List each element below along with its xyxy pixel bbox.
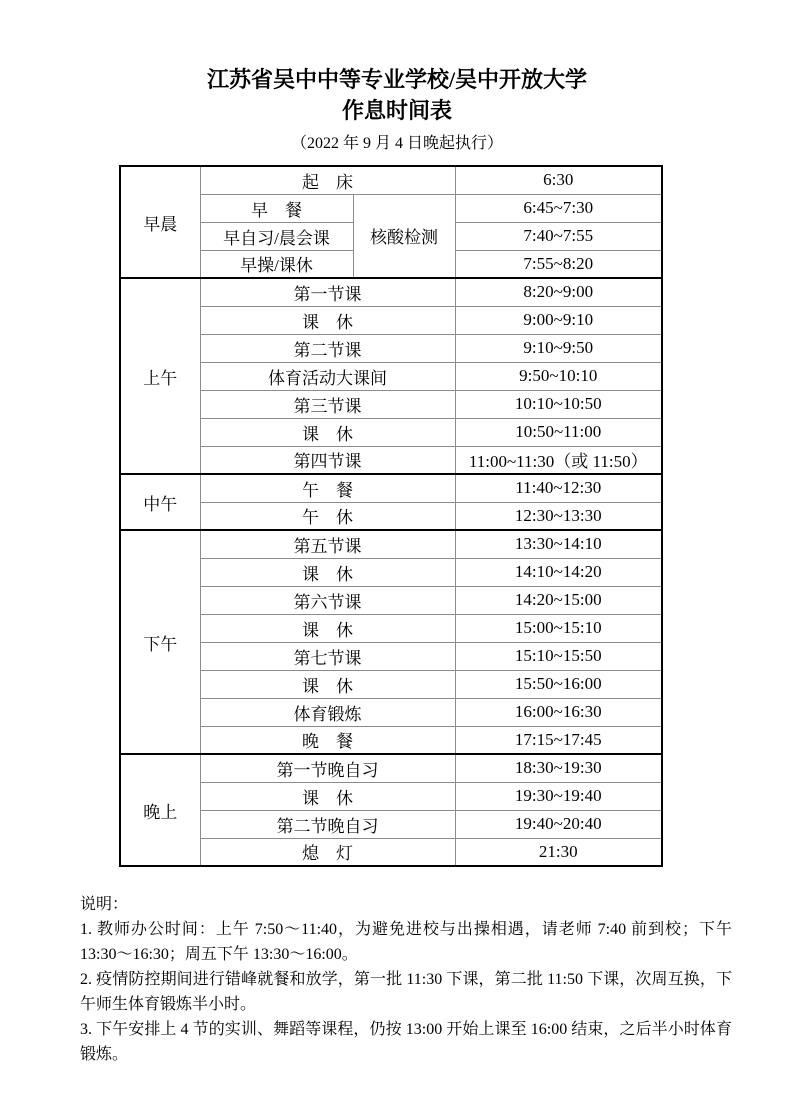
schedule-row [120, 166, 662, 194]
doc-title: 作息时间表 [341, 98, 452, 123]
side-note-cell: 核酸检测 [353, 194, 455, 278]
activity-cell: 第四节课 [200, 446, 455, 474]
period-cell: 上午 [120, 278, 200, 474]
time-cell: 9:00~9:10 [455, 306, 662, 334]
effective-date-note: （2022 年 9 月 4 日晚起执行） [290, 135, 503, 152]
schedule-row [120, 670, 662, 698]
note-item-3: 3. 下午安排上 4 节的实训、舞蹈等课程，仍按 13:00 开始上课至 16:00 结束，之后半小时体育锻炼。 [80, 1021, 732, 1063]
activity-cell: 第六节课 [200, 586, 455, 614]
time-cell: 7:55~8:20 [455, 250, 662, 278]
period-cell: 下午 [120, 530, 200, 754]
activity-cell: 课 休 [200, 306, 455, 334]
time-cell: 15:50~16:00 [455, 670, 662, 698]
schedule-row [120, 502, 662, 530]
schedule-row [120, 810, 662, 838]
time-cell: 13:30~14:10 [455, 530, 662, 558]
schedule-table [119, 165, 663, 867]
activity-cell: 午 休 [200, 502, 455, 530]
time-cell: 14:10~14:20 [455, 558, 662, 586]
time-cell: 21:30 [455, 838, 662, 866]
activity-cell: 熄 灯 [200, 838, 455, 866]
schedule-row [120, 278, 662, 306]
schedule-row [120, 698, 662, 726]
time-cell: 19:30~19:40 [455, 782, 662, 810]
schedule-row [120, 446, 662, 474]
schedule-row [120, 726, 662, 754]
time-cell: 14:20~15:00 [455, 586, 662, 614]
time-cell: 9:10~9:50 [455, 334, 662, 362]
activity-cell: 课 休 [200, 614, 455, 642]
time-cell: 12:30~13:30 [455, 502, 662, 530]
schedule-row [120, 754, 662, 782]
time-cell: 8:20~9:00 [455, 278, 662, 306]
schedule-row [120, 642, 662, 670]
activity-cell: 体育活动大课间 [200, 362, 455, 390]
school-title: 江苏省吴中中等专业学校/吴中开放大学 [206, 67, 588, 92]
note-item-2: 2. 疫情防控期间进行错峰就餐和放学，第一批 11:30 下课，第二批 11:50 下课，次周互换，下午师生体育锻炼半小时。 [80, 971, 732, 1013]
activity-cell: 早 餐 [200, 194, 353, 222]
time-cell: 7:40~7:55 [455, 222, 662, 250]
schedule-row [120, 586, 662, 614]
time-cell: 11:00~11:30（或 11:50） [455, 446, 662, 474]
activity-cell: 第二节课 [200, 334, 455, 362]
time-cell: 15:00~15:10 [455, 614, 662, 642]
schedule-row [120, 306, 662, 334]
document-header [0, 0, 794, 154]
activity-cell: 起 床 [200, 166, 455, 194]
schedule-row [120, 418, 662, 446]
schedule-row [120, 614, 662, 642]
schedule-row [120, 334, 662, 362]
time-cell: 6:30 [455, 166, 662, 194]
time-cell: 10:10~10:50 [455, 390, 662, 418]
activity-cell: 课 休 [200, 418, 455, 446]
activity-cell: 第三节课 [200, 390, 455, 418]
activity-cell: 早自习/晨会课 [200, 222, 353, 250]
schedule-table-body [120, 166, 662, 866]
time-cell: 17:15~17:45 [455, 726, 662, 754]
schedule-row [120, 782, 662, 810]
activity-cell: 第一节晚自习 [200, 754, 455, 782]
schedule-row [120, 530, 662, 558]
time-cell: 15:10~15:50 [455, 642, 662, 670]
activity-cell: 第二节晚自习 [200, 810, 455, 838]
schedule-row [120, 558, 662, 586]
time-cell: 9:50~10:10 [455, 362, 662, 390]
period-cell: 中午 [120, 474, 200, 530]
notes-heading: 说明： [80, 896, 129, 913]
time-cell: 11:40~12:30 [455, 474, 662, 502]
activity-cell: 午 餐 [200, 474, 455, 502]
schedule-row [120, 194, 662, 222]
note-item-1: 1. 教师办公时间：上午 7:50～11:40，为避免进校与出操相遇，请老师 7:40 前到校；下午 13:30～16:30；周五下午 13:30～16:00。 [80, 921, 732, 963]
time-cell: 6:45~7:30 [455, 194, 662, 222]
time-cell: 16:00~16:30 [455, 698, 662, 726]
schedule-row [120, 838, 662, 866]
activity-cell: 体育锻炼 [200, 698, 455, 726]
activity-cell: 课 休 [200, 558, 455, 586]
period-cell: 晚上 [120, 754, 200, 866]
time-cell: 18:30~19:30 [455, 754, 662, 782]
notes-section [80, 892, 732, 1067]
schedule-row [120, 362, 662, 390]
activity-cell: 第七节课 [200, 642, 455, 670]
activity-cell: 早操/课休 [200, 250, 353, 278]
schedule-row [120, 474, 662, 502]
activity-cell: 第一节课 [200, 278, 455, 306]
period-cell: 早晨 [120, 166, 200, 278]
activity-cell: 课 休 [200, 782, 455, 810]
activity-cell: 课 休 [200, 670, 455, 698]
schedule-row [120, 390, 662, 418]
activity-cell: 第五节课 [200, 530, 455, 558]
time-cell: 19:40~20:40 [455, 810, 662, 838]
activity-cell: 晚 餐 [200, 726, 455, 754]
time-cell: 10:50~11:00 [455, 418, 662, 446]
